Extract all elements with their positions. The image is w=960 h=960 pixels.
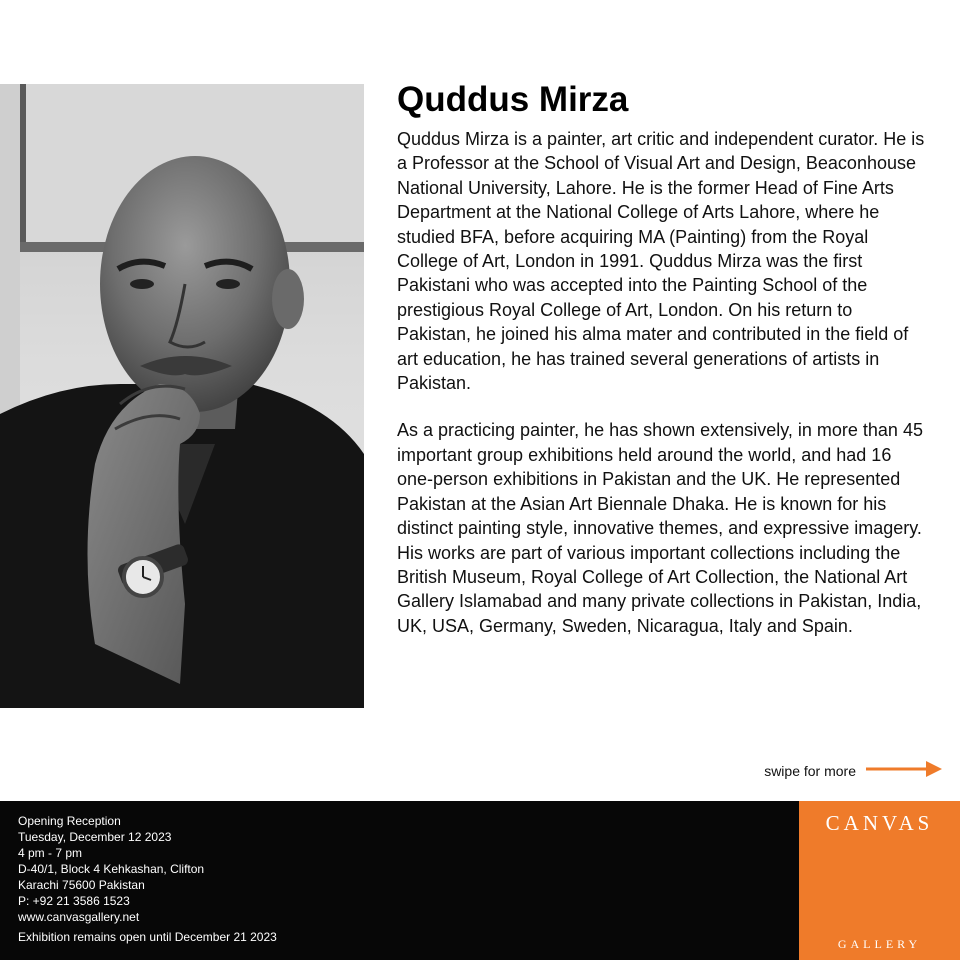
event-heading: Opening Reception <box>18 814 121 828</box>
swipe-hint[interactable] <box>764 760 942 782</box>
website-link[interactable]: www.canvasgallery.net <box>18 910 140 924</box>
canvas-gallery-logo <box>799 801 960 960</box>
logo-canvas-text: CANVAS <box>825 811 934 835</box>
swipe-label: swipe for more <box>764 763 856 779</box>
footer <box>0 801 960 960</box>
artist-name-title: Quddus Mirza <box>397 80 629 119</box>
event-date: Tuesday, December 12 2023 <box>18 830 172 844</box>
bio-text <box>397 127 927 638</box>
phone-number: P: +92 21 3586 1523 <box>18 894 130 908</box>
address-city: Karachi 75600 Pakistan <box>18 878 145 892</box>
address-line: D-40/1, Block 4 Kehkashan, Clifton <box>18 862 205 876</box>
arrow-right-icon <box>866 761 942 782</box>
artist-portrait <box>0 84 364 708</box>
event-time: 4 pm - 7 pm <box>18 846 83 860</box>
bio-paragraph: As a practicing painter, he has shown extensively, in more than 45 important group exhibitions held around the world, and had 16 one-person exhibitions in Pakistan and the UK. He represented Pakistan at the Asian Art Biennale Dhaka. He is known for his distinct painting style, innovative themes, and expressive imagery. His works are part of various important collections including the British Museum, Royal College of Art Collection, the National Art Gallery Islamabad and many private collections in Pakistan, India, UK, USA, Germany, Sweden, Nicaragua, Italy and Spain. <box>397 420 923 636</box>
exhibition-closing-note: Exhibition remains open until December 21 2023 <box>18 930 277 944</box>
bio-paragraph: Quddus Mirza is a painter, art critic and independent curator. He is a Professor at the School of Visual Art and Design, Beaconhouse National University, Lahore. He is the former Head of Fine Arts Department at the National College of Arts Lahore, where he studied BFA, before acquiring MA (Painting) from the Royal College of Art, London in 1991. Quddus Mirza was the first Pakistani who was accepted into the Painting School of the prestigious Royal College of Art, London. On his return to Pakistan, he joined his alma mater and contributed in the field of art education, he has trained several generations of artists in Pakistan. <box>397 129 925 394</box>
logo-gallery-text: GALLERY <box>837 937 922 951</box>
event-details <box>18 813 277 945</box>
